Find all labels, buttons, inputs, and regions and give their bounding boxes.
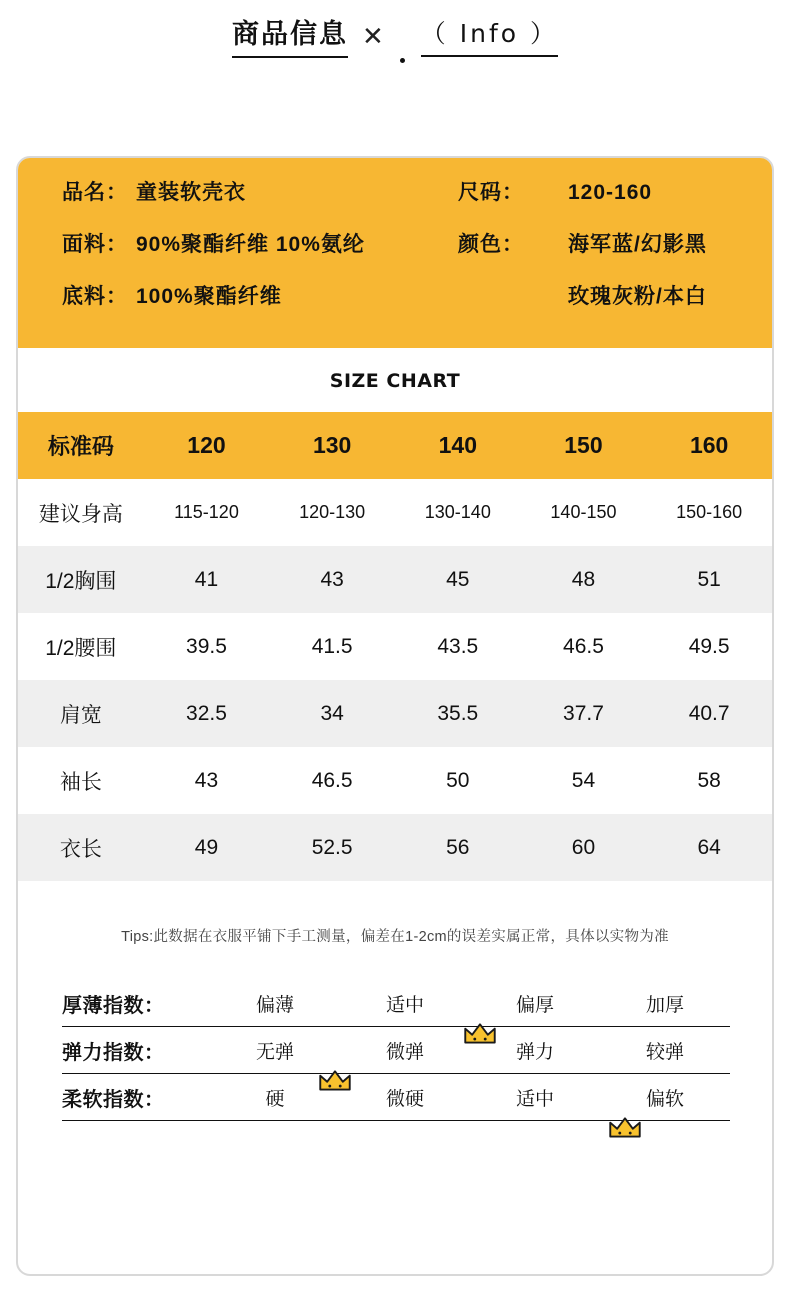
index-option[interactable]: 加厚: [645, 994, 684, 1016]
table-cell: 43: [194, 768, 219, 792]
attribute-value: 90%聚酯纤维 10%氨纶: [136, 233, 365, 256]
table-cell: 袖长: [59, 770, 102, 794]
table-header-row: [18, 412, 772, 479]
table-cell: 46.5: [311, 768, 353, 792]
table-row: [18, 479, 772, 546]
measurement-tips: Tips:此数据在衣服平铺下手工测量，偏差在1-2cm的误差实属正常，具体以实物为准: [121, 929, 669, 945]
size-chart-table: [18, 412, 772, 881]
crown-marker-icon: [607, 1114, 643, 1140]
attribute-left: [18, 176, 458, 206]
table-cell: 46.5: [563, 634, 604, 658]
table-cell: 50: [446, 768, 470, 792]
table-cell: 48: [571, 567, 596, 591]
table-cell: 49.5: [688, 634, 730, 658]
index-option[interactable]: 弹力: [515, 1041, 554, 1063]
table-cell: 43: [320, 567, 344, 591]
attribute-value: 海军蓝/幻影黑: [568, 233, 707, 256]
table-cell: 35.5: [437, 701, 479, 725]
decorative-dot: [400, 58, 405, 63]
index-option[interactable]: 适中: [385, 994, 424, 1016]
attribute-left: [18, 228, 458, 258]
attribute-right: [458, 280, 707, 310]
table-cell: 49: [194, 835, 219, 859]
table-row: [18, 814, 772, 881]
table-cell: 120-130: [299, 502, 366, 522]
product-attributes-block: [18, 158, 772, 348]
table-cell: 40.7: [688, 701, 730, 725]
index-row-softness: [62, 1074, 730, 1121]
table-cell: 32.5: [186, 701, 227, 725]
attribute-left: [18, 280, 458, 310]
table-cell: 34: [320, 701, 344, 725]
table-cell: 建议身高: [38, 502, 123, 526]
product-info-card: [16, 156, 774, 1276]
multiply-icon: ✕: [361, 20, 384, 51]
size-chart-title: SIZE CHART: [18, 348, 772, 412]
index-label: 厚薄指数：: [62, 994, 165, 1017]
table-header-cell: 120: [144, 412, 270, 479]
index-option[interactable]: 适中: [515, 1088, 554, 1110]
attribute-right: [458, 176, 652, 206]
table-cell: 58: [697, 768, 721, 792]
page-title: 商品信息: [232, 18, 348, 58]
table-cell: 54: [571, 768, 596, 792]
index-option[interactable]: 微弹: [385, 1041, 424, 1063]
table-cell: 39.5: [186, 634, 227, 658]
attribute-value: 100%聚酯纤维: [136, 285, 282, 308]
table-cell: 1/2腰围: [45, 636, 117, 660]
table-header-cell: 160: [646, 412, 772, 479]
table-cell: 41: [194, 567, 219, 591]
index-section: [18, 980, 772, 1121]
index-row-thickness: [62, 980, 730, 1027]
attribute-label: 底料：: [62, 285, 128, 308]
table-cell: 60: [571, 835, 596, 859]
table-cell: 肩宽: [59, 703, 102, 727]
index-label: 柔软指数：: [62, 1088, 165, 1111]
table-cell: 150-160: [676, 502, 743, 522]
index-option[interactable]: 偏厚: [515, 994, 554, 1016]
header-inner: [232, 18, 558, 58]
attribute-value: 玫瑰灰粉/本白: [568, 285, 707, 308]
table-cell: 140-150: [550, 502, 617, 522]
index-option[interactable]: 硬: [265, 1088, 285, 1110]
table-cell: 45: [446, 567, 470, 591]
attribute-value: 童装软壳衣: [136, 181, 246, 204]
attribute-row: [18, 228, 772, 280]
attribute-right: [458, 228, 707, 258]
table-cell: 37.7: [563, 701, 604, 725]
table-cell: 43.5: [437, 634, 479, 658]
attribute-row: [18, 176, 772, 228]
attribute-value: 120-160: [568, 181, 653, 204]
attribute-row: [18, 280, 772, 332]
table-row: [18, 546, 772, 613]
table-cell: 51: [697, 567, 721, 591]
table-header-cell: 130: [269, 412, 395, 479]
table-header-cell: 140: [395, 412, 521, 479]
index-row-elasticity: [62, 1027, 730, 1074]
table-header-cell: 标准码: [18, 412, 144, 479]
table-cell: 52.5: [311, 835, 353, 859]
attribute-label: 颜色：: [458, 233, 524, 256]
index-options: [210, 990, 730, 1017]
index-label: 弹力指数：: [62, 1041, 165, 1064]
table-cell: 41.5: [311, 634, 353, 658]
index-options: [210, 1084, 730, 1111]
page-title-en: （ Info ）: [421, 19, 558, 57]
attribute-label: 面料：: [62, 233, 128, 256]
attribute-label: 品名：: [62, 181, 128, 204]
table-row: [18, 613, 772, 680]
index-option[interactable]: 较弹: [645, 1041, 684, 1063]
index-option[interactable]: 偏软: [645, 1088, 684, 1110]
index-option[interactable]: 偏薄: [255, 994, 294, 1016]
attribute-label: 尺码：: [458, 181, 524, 204]
table-row: [18, 747, 772, 814]
table-row: [18, 680, 772, 747]
page-header: [0, 0, 790, 58]
table-header-cell: 150: [521, 412, 647, 479]
table-cell: 115-120: [174, 502, 239, 522]
table-cell: 衣长: [59, 837, 102, 861]
table-cell: 130-140: [424, 502, 491, 522]
table-cell: 56: [446, 835, 470, 859]
index-options: [210, 1037, 730, 1064]
table-cell: 1/2胸围: [45, 569, 117, 593]
index-option[interactable]: 微硬: [385, 1088, 424, 1110]
index-option[interactable]: 无弹: [255, 1041, 294, 1063]
table-cell: 64: [697, 835, 721, 859]
